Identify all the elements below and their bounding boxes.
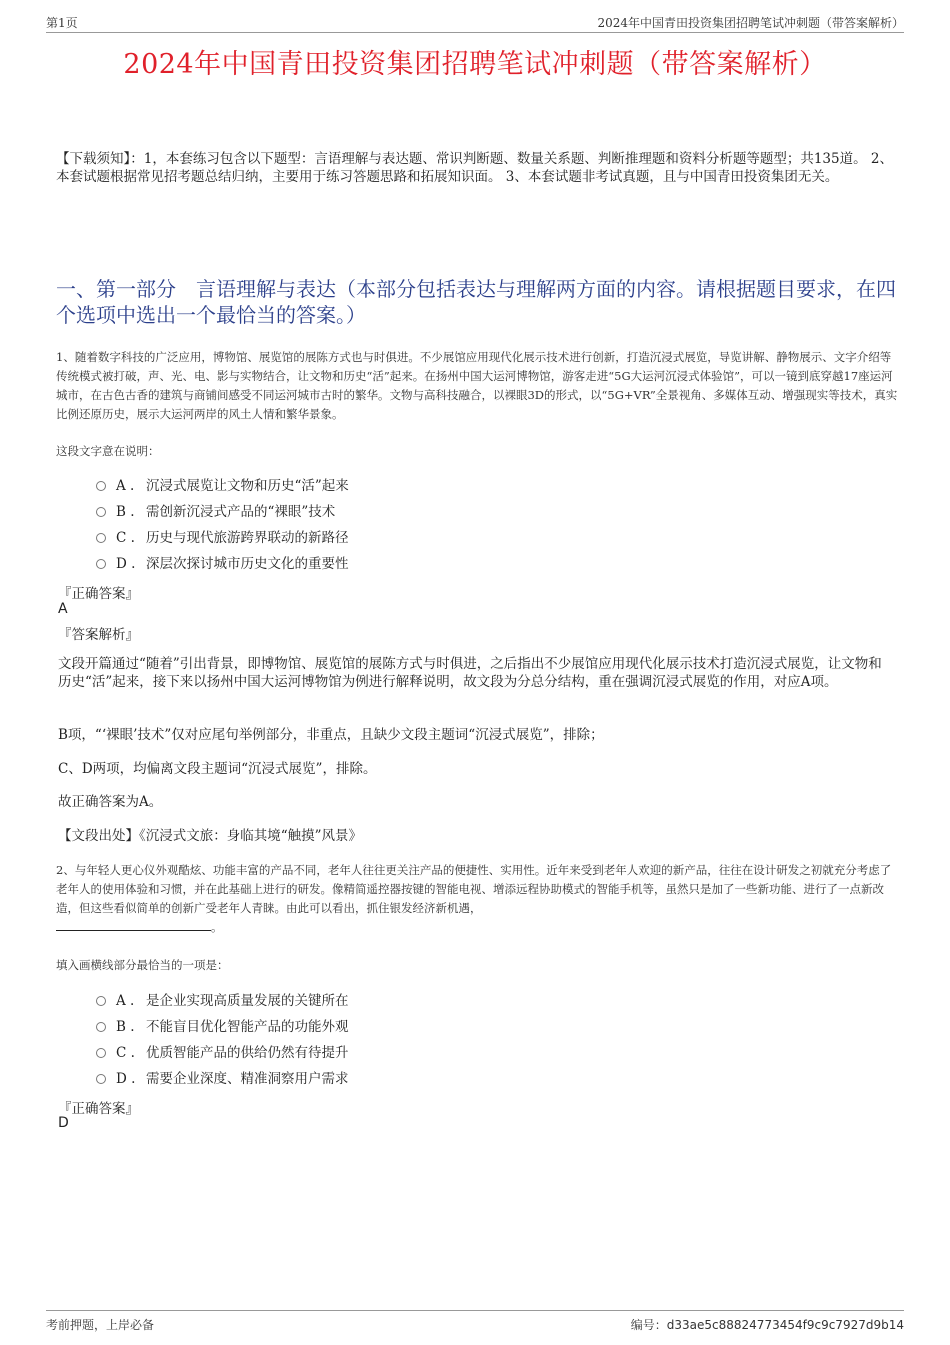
option-d[interactable]: D . 需要企业深度、精准洞察用户需求 bbox=[96, 1066, 349, 1092]
text-source: 【文段出处】《沉浸式文旅：身临其境“触摸”风景》 bbox=[58, 828, 363, 844]
radio-icon[interactable] bbox=[96, 507, 106, 517]
question-1-text: 1、随着数字科技的广泛应用，博物馆、展览馆的展陈方式也与时俱进。不少展馆应用现代化展示技术进行创新，打造沉浸式展览，导览讲解、静物展示、文字介绍等传统模式被打破，声、光、电、影与实物结合，让文物和历史“活”起来。在扬州中国大运河博物馆，游客走进“5G大运河沉浸式体验馆”，可以一镜到底穿越17座运河城市，在古色古香的建筑与商铺间感受不同运河城市古时的繁华。文物与高科技融合，以裸眼3D的形式，以“5G+VR”全景视角、多媒体互动、增强现实等技术，真实比例还原历史，展示大运河两岸的风土人情和繁华景象。 bbox=[56, 350, 898, 421]
answer-label: 『正确答案』 bbox=[58, 1101, 139, 1117]
page-header bbox=[46, 12, 904, 33]
radio-icon[interactable] bbox=[96, 1074, 106, 1084]
option-c[interactable]: C . 历史与现代旅游跨界联动的新路径 bbox=[96, 525, 349, 551]
radio-icon[interactable] bbox=[96, 996, 106, 1006]
fill-blank bbox=[56, 918, 211, 931]
analysis-paragraph: C、D两项，均偏离文段主题词“沉浸式展览”，排除。 bbox=[58, 761, 377, 777]
option-a[interactable]: A . 沉浸式展览让文物和历史“活”起来 bbox=[96, 473, 349, 499]
option-b[interactable]: B . 需创新沉浸式产品的“裸眼”技术 bbox=[96, 499, 349, 525]
analysis-paragraph: B项，“‘裸眼’技术”仅对应尾句举例部分，非重点，且缺少文段主题词“沉浸式展览”，排除； bbox=[58, 727, 604, 743]
option-b[interactable]: B . 不能盲目优化智能产品的功能外观 bbox=[96, 1014, 349, 1040]
section-title: 一、第一部分 言语理解与表达（本部分包括表达与理解两方面的内容。请根据题目要求，在四个选项中选出一个最恰当的答案。） bbox=[56, 277, 896, 327]
radio-icon[interactable] bbox=[96, 1022, 106, 1032]
question-2-text: 2、与年轻人更心仪外观酷炫、功能丰富的产品不同，老年人往往更关注产品的便捷性、实用性。近年来受到老年人欢迎的新产品，往往在设计研发之初就充分考虑了老年人的使用体验和习惯，并在此基础上进行的研发。像精简遥控器按键的智能电视、增添远程协助模式的智能手机等，虽然只是加了一些新功能、进行了一点新改造，但这些看似简单的创新广受老年人青睐。由此可以看出，抓住银发经济新机遇， 。 bbox=[56, 863, 892, 934]
radio-icon[interactable] bbox=[96, 559, 106, 569]
footer-slogan: 考前押题，上岸必备 bbox=[46, 1318, 155, 1332]
analysis-label: 『答案解析』 bbox=[58, 627, 139, 643]
option-c[interactable]: C . 优质智能产品的供给仍然有待提升 bbox=[96, 1040, 349, 1066]
radio-icon[interactable] bbox=[96, 533, 106, 543]
correct-answer: A bbox=[58, 601, 68, 617]
correct-answer: D bbox=[58, 1115, 69, 1131]
radio-icon[interactable] bbox=[96, 481, 106, 491]
question-1-prompt: 这段文字意在说明： bbox=[56, 444, 160, 458]
option-d[interactable]: D . 深层次探讨城市历史文化的重要性 bbox=[96, 551, 349, 577]
question-2-prompt: 填入画横线部分最恰当的一项是： bbox=[56, 958, 229, 972]
question-1-options bbox=[96, 473, 349, 577]
page-footer bbox=[46, 1310, 904, 1333]
question-2-options bbox=[96, 988, 349, 1092]
analysis-conclusion: 故正确答案为A。 bbox=[58, 794, 163, 810]
analysis-paragraph: 文段开篇通过“随着”引出背景，即博物馆、展览馆的展陈方式与时俱进，之后指出不少展馆应用现代化展示技术打造沉浸式展览，让文物和历史“活”起来，接下来以扬州中国大运河博物馆为例进行解释说明，故文段为分总分结构，重在强调沉浸式展览的作用，对应A项。 bbox=[58, 656, 882, 690]
answer-label: 『正确答案』 bbox=[58, 586, 139, 602]
download-notice: 【下载须知】：1，本套练习包含以下题型：言语理解与表达题、常识判断题、数量关系题、判断推理题和资料分析题等题型；共135道。 2、本套试题根据常见招考题总结归纳，主要用于练习答题思路和拓展知识面。 3、本套试题非考试真题，且与中国青田投资集团无关。 bbox=[56, 151, 893, 185]
document-title: 2024年中国青田投资集团招聘笔试冲刺题（带答案解析） bbox=[123, 49, 827, 80]
page-number: 第1页 bbox=[46, 16, 78, 30]
header-doc-title: 2024年中国青田投资集团招聘笔试冲刺题（带答案解析） bbox=[597, 16, 904, 30]
option-a[interactable]: A . 是企业实现高质量发展的关键所在 bbox=[96, 988, 349, 1014]
radio-icon[interactable] bbox=[96, 1048, 106, 1058]
document-code: 编号：d33ae5c88824773454f9c9c7927d9b14 bbox=[630, 1318, 904, 1332]
